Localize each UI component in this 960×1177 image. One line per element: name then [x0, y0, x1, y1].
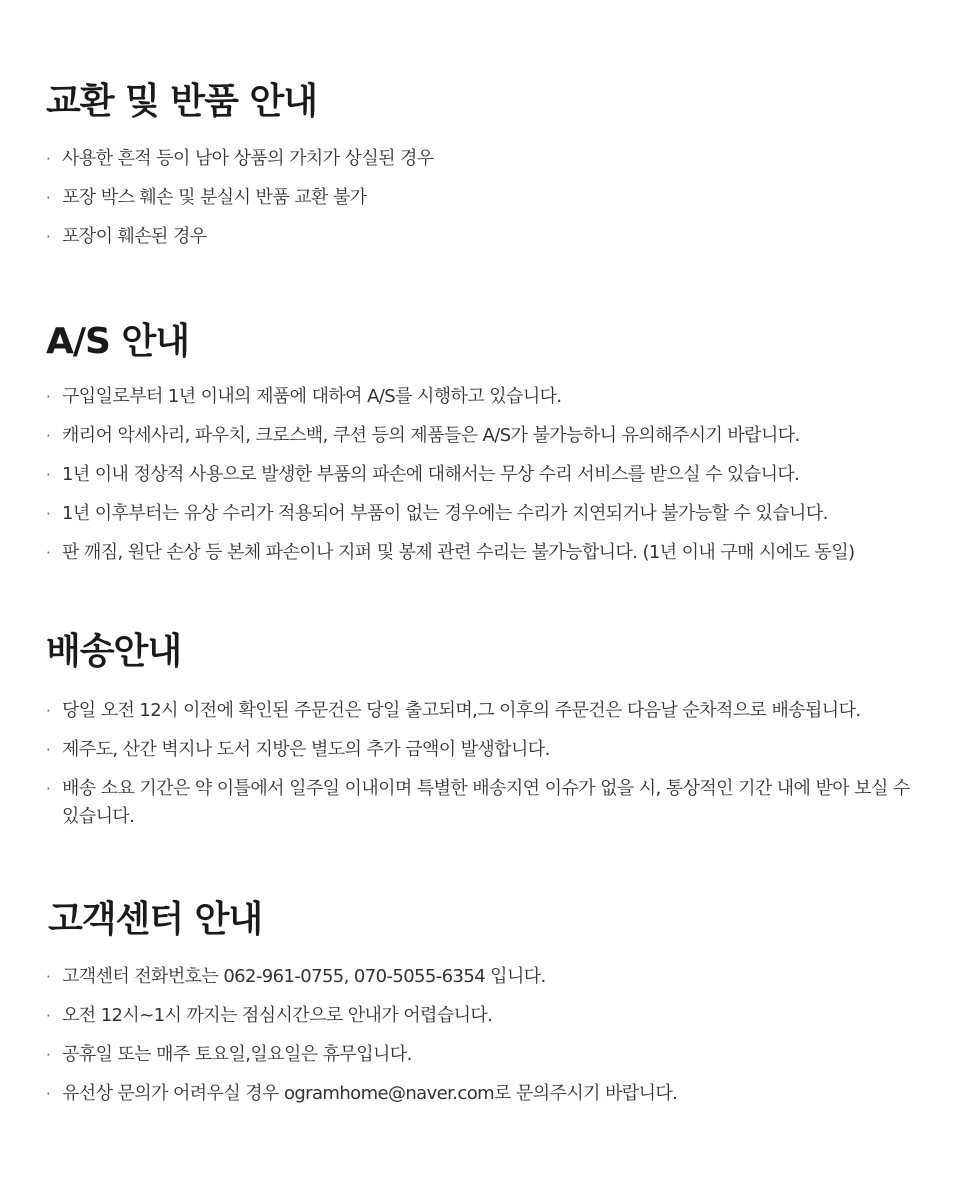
email-text: 유선상 문의가 어려우실 경우 ogramhome@naver.com로 문의주시기 바랍니다.	[62, 1083, 678, 1104]
list-item: · 당일 오전 12시 이전에 확인된 주문건은 당일 출고되며,그 이후의 주문건은 다음날 순차적으로 배송됩니다.	[46, 697, 926, 725]
list-item: · 구입일로부터 1년 이내의 제품에 대하여 A/S를 시행하고 있습니다.	[46, 383, 926, 411]
delivery-list	[46, 697, 926, 831]
bullet-icon: ·	[46, 1007, 51, 1025]
bullet-icon: ·	[46, 189, 51, 207]
section-title-as: A/S 안내	[46, 321, 190, 362]
list-item: · 오전 12시~1시 까지는 점심시간으로 안내가 어렵습니다.	[46, 1002, 926, 1030]
list-item: · 고객센터 전화번호는 062-961-0755, 070-5055-6354 입니다.	[46, 963, 926, 991]
customer-center-list	[46, 963, 926, 1119]
exchange-list	[46, 145, 926, 262]
list-item: · 배송 소요 기간은 약 이틀에서 일주일 이내이며 특별한 배송지연 이슈가 없을 시, 통상적인 기간 내에 받아 보실 수 있습니다.	[46, 775, 926, 831]
section-title-exchange: 교환 및 반품 안내	[46, 81, 318, 122]
list-item: · 포장 박스 훼손 및 분실시 반품 교환 불가	[46, 184, 926, 212]
section-title-delivery: 배송안내	[46, 631, 182, 672]
bullet-icon: ·	[46, 427, 51, 445]
list-item: · 공휴일 또는 매주 토요일,일요일은 휴무입니다.	[46, 1041, 926, 1069]
bullet-icon: ·	[46, 1085, 51, 1103]
bullet-icon: ·	[46, 780, 51, 798]
list-item: · 판 깨짐, 원단 손상 등 본체 파손이나 지퍼 및 봉제 관련 수리는 불가능합니다. (1년 이내 구매 시에도 동일)	[46, 539, 926, 567]
list-item: · 사용한 흔적 등이 남아 상품의 가치가 상실된 경우	[46, 145, 926, 173]
section-title-customer-center: 고객센터 안내	[48, 899, 263, 940]
list-item: · 1년 이내 정상적 사용으로 발생한 부품의 파손에 대해서는 무상 수리 서비스를 받으실 수 있습니다.	[46, 461, 926, 489]
list-item: · 제주도, 산간 벽지나 도서 지방은 별도의 추가 금액이 발생합니다.	[46, 736, 926, 764]
bullet-icon: ·	[46, 544, 51, 562]
list-item: · 포장이 훼손된 경우	[46, 223, 926, 251]
bullet-icon: ·	[46, 968, 51, 986]
bullet-icon: ·	[46, 741, 51, 759]
bullet-icon: ·	[46, 466, 51, 484]
bullet-icon: ·	[46, 388, 51, 406]
bullet-icon: ·	[46, 702, 51, 720]
list-item	[46, 1080, 926, 1108]
bullet-icon: ·	[46, 1046, 51, 1064]
as-list	[46, 383, 926, 578]
bullet-icon: ·	[46, 505, 51, 523]
bullet-icon: ·	[46, 150, 51, 168]
bullet-icon: ·	[46, 228, 51, 246]
list-item: · 1년 이후부터는 유상 수리가 적용되어 부품이 없는 경우에는 수리가 지연되거나 불가능할 수 있습니다.	[46, 500, 926, 528]
list-item: · 캐리어 악세사리, 파우치, 크로스백, 쿠션 등의 제품들은 A/S가 불가능하니 유의해주시기 바랍니다.	[46, 422, 926, 450]
